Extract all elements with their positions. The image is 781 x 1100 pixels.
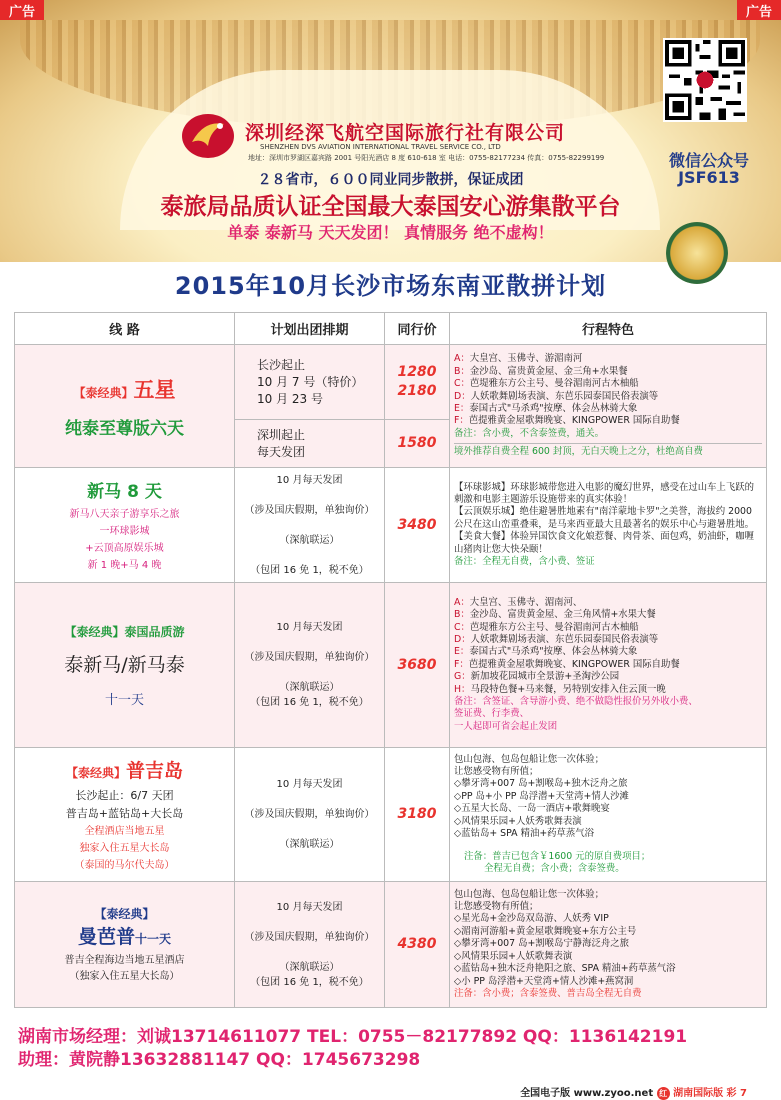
feature-note: 备注：含签证、含导游小费、绝不做隐性报价另外收小费、	[454, 696, 698, 708]
route-subtitle: 纯泰至尊版六天	[65, 418, 184, 439]
feature-item: D：人妖歌舞剧场表演、东芭乐园泰国民俗表演等	[454, 633, 659, 645]
route-line: （独家入住五星大长岛）	[69, 970, 180, 982]
slogan-line-1: ２８省市，６００同业同步散拼，保证成团	[257, 172, 524, 188]
header-schedule: 计划出团排期	[235, 313, 385, 345]
feature-item: G：新加坡花园城市全景游+圣淘沙公园	[454, 671, 620, 683]
schedule-line: （涉及国庆假期，单独询价）	[244, 931, 375, 943]
price-cell: 1580	[385, 420, 450, 468]
schedule-line: 长沙起止	[257, 357, 306, 372]
feature-note: 一人起即可省会起止发团	[454, 720, 558, 732]
feature-letter: F：	[454, 658, 469, 670]
slogan-line-2: 泰旅局品质认证全国最大泰国安心游集散平台	[160, 193, 621, 220]
feature-item: E：泰国古式"马杀鸡"按摩、体会丛林骑大象	[454, 646, 638, 658]
feature-note: 备注：含小费，不含泰签费，通关。	[454, 427, 605, 439]
route-line: 普吉全程海边当地五星酒店	[64, 954, 185, 966]
route-line: 全程酒店当地五星	[84, 825, 165, 837]
table-row	[15, 882, 767, 1008]
schedule-cell	[235, 583, 385, 748]
price-cell: 4380	[385, 882, 450, 1008]
feature-letter: D：	[454, 390, 471, 402]
feature-note: 境外推荐自费全程 600 封顶，无白天晚上之分，杜绝高自费	[454, 443, 762, 458]
feature-item: ◇攀牙湾+007 岛+割喉岛宁静海泛舟之旅	[454, 938, 630, 950]
feature-item: B：金沙岛、富贵黄金屋、金三角+水果餐	[454, 365, 628, 377]
route-title: 五星	[133, 377, 176, 402]
feature-item: ◇五星大长岛、一岛一酒店+歌舞晚宴	[454, 803, 610, 815]
schedule-line: 10 月每天发团	[276, 901, 343, 913]
schedule-line: （深航联运）	[279, 682, 340, 693]
route-title: 泰新马/新马泰	[64, 653, 185, 676]
route-line: +云顶高原娱乐城	[85, 542, 164, 554]
feature-item: ◇风情果乐园+人妖歌舞表演	[454, 950, 573, 962]
feature-item: A：大皇宫、玉佛寺、游湄南河	[454, 353, 583, 365]
route-line: 新 1 晚+马 4 晚	[87, 559, 162, 571]
feature-letter: A：	[454, 596, 470, 608]
feature-item: ◇星光岛+金沙岛双岛游、人妖秀 VIP	[454, 913, 609, 925]
features-cell	[450, 468, 767, 583]
route-subtitle: 十一天	[104, 692, 144, 708]
feature-item: F：芭提雅黄金屋歌舞晚宴、KINGPOWER 国际自助餐	[454, 415, 680, 427]
route-tag: 【泰经典】	[73, 385, 134, 400]
schedule-line: （涉及国庆假期，单独询价）	[244, 652, 375, 663]
feature-list	[454, 889, 762, 988]
feature-letter: E：	[454, 403, 470, 414]
price-value: 2180	[397, 383, 437, 399]
feature-letter: A：	[454, 353, 470, 365]
company-address: 地址：深圳市罗湖区嘉宾路 2001 号阳光酒店 8 度 610-618 室 电话：0755-82177234 传真：0755-82299199	[248, 154, 605, 162]
route-tag: 【泰经典】泰国品质游	[64, 624, 185, 639]
feature-list	[454, 353, 762, 427]
feature-item: E：泰国古式"马杀鸡"按摩、体会丛林骑大象	[454, 403, 638, 414]
route-title: 普吉岛	[126, 759, 184, 782]
header-price: 同行价	[385, 313, 450, 345]
feature-item: D：人妖歌舞剧场表演、东芭乐园泰国民俗表演等	[454, 390, 659, 402]
feature-letter: H：	[454, 683, 471, 695]
route-cell	[15, 748, 235, 882]
feature-item: 【环球影城】环球影城带您进入电影的魔幻世界，感受在过山车上飞跃的刺激和电影主题游乐设施带来的真实体验！	[454, 481, 755, 505]
qr-code[interactable]	[663, 38, 747, 122]
route-title: 新马 8 天	[87, 481, 162, 502]
schedule-line: （深航联运）	[279, 961, 340, 973]
company-logo	[180, 112, 236, 160]
feature-list	[454, 482, 762, 556]
features-cell	[450, 345, 767, 468]
route-line: （泰国的马尔代夫岛）	[74, 859, 175, 871]
schedule-line: 10 月每天发团	[276, 474, 343, 486]
feature-item: A：大皇宫、玉佛寺、湄南河、	[454, 596, 583, 608]
feature-item: ◇蓝钻岛+ SPA 精油+药草蒸气浴	[454, 828, 595, 840]
schedule-line: （包团 16 免 1，税不免）	[250, 564, 369, 576]
feature-item: C：芭堤雅东方公主号、曼谷湄南河古木柚船	[454, 621, 639, 633]
route-title: 曼芭普	[77, 925, 135, 948]
schedule-line: （深航联运）	[279, 839, 340, 850]
feature-item: 【美食大餐】体验异国饮食文化娘惹餐、肉骨茶、面包鸡，奶油虾，咖喱山猪肉让您大快朵颐！	[454, 531, 755, 555]
features-cell	[450, 882, 767, 1008]
feature-item: ◇PP 岛+小 PP 岛浮潜+天堂湾+情人沙滩	[454, 790, 629, 802]
feature-item: 让您感受物有所值；	[454, 901, 539, 913]
schedule-line: 10 月每天发团	[276, 622, 343, 633]
price-cell	[385, 345, 450, 420]
schedule-line: （包团 16 免 1，税不免）	[250, 976, 369, 988]
feature-letter: C：	[454, 621, 470, 633]
feature-item: 让您感受物有所值；	[454, 766, 539, 778]
schedule-cell	[235, 748, 385, 882]
table-row	[15, 468, 767, 583]
table-row	[15, 748, 767, 882]
feature-item: F：芭提雅黄金屋歌舞晚宴、KINGPOWER 国际自助餐	[454, 658, 680, 670]
feature-item: 包山包海、包岛包船让您一次体验；	[454, 888, 605, 900]
feature-note: 注备：含小费；含泰签费、普吉岛全程无自费	[454, 987, 642, 999]
route-tag: 【泰经典】	[65, 765, 126, 780]
feature-letter: G：	[454, 671, 471, 683]
schedule-line: 深圳起止	[257, 427, 306, 442]
feature-note: 签证费、行李费、	[454, 708, 530, 720]
ad-label-left: 广告	[0, 0, 44, 20]
company-name: 深圳经深飞航空国际旅行社有限公司	[245, 122, 566, 144]
schedule-line: （包团 16 免 1，税不免）	[250, 697, 369, 708]
feature-item: 【云顶娱乐城】绝佳避暑胜地素有"南洋蒙地卡罗"之美誉，海拔约 2000 公尺在这山峦重叠乘，是马来西亚最大且最著名的娱乐中心与避暑胜地。	[454, 506, 755, 530]
footer-edition: 湖南国际版 彩 7	[673, 1088, 747, 1099]
features-cell	[450, 583, 767, 748]
price-value: 1280	[397, 364, 437, 380]
feature-item: ◇湄南河游船+黄金屋歌舞晚宴+东方公主号	[454, 925, 637, 937]
table-row	[15, 583, 767, 748]
route-line: 独家入住五星大长岛	[79, 842, 170, 854]
feature-letter: F：	[454, 415, 469, 427]
feature-item: ◇蓝钻岛+独木泛舟艳阳之旅、SPA 精油+药草蒸气浴	[454, 963, 676, 975]
feature-list	[454, 597, 762, 696]
feature-letter: C：	[454, 378, 470, 390]
feature-letter: B：	[454, 365, 470, 377]
schedule-line: 10 月每天发团	[276, 779, 343, 790]
schedule-cell	[235, 882, 385, 1008]
feature-item: ◇风情果乐园+人妖秀歌舞表演	[454, 815, 582, 827]
header-route: 线 路	[15, 313, 235, 345]
features-cell	[450, 748, 767, 882]
contact-manager: 湖南市场经理：刘诚13714611077 TEL：0755－82177892 QQ：1136142191	[18, 1027, 688, 1047]
feature-note: 全程无自费；含小费；含泰签费。	[484, 862, 625, 874]
price-cell: 3480	[385, 468, 450, 583]
footer-badge: 红	[657, 1087, 670, 1100]
page-title: 2015年10月长沙市场东南亚散拼计划	[174, 272, 607, 300]
table-header-row	[15, 313, 767, 345]
route-cell	[15, 468, 235, 583]
schedule-cell	[235, 420, 385, 468]
schedule-line: 10 月 7 号（特价）	[257, 374, 364, 389]
table-row	[15, 345, 767, 420]
route-cell	[15, 583, 235, 748]
route-line: 新马八天亲子游享乐之旅	[69, 508, 180, 520]
schedule-cell	[235, 468, 385, 583]
ad-label-right: 广告	[737, 0, 781, 20]
itinerary-table	[14, 312, 767, 1008]
wechat-id: JSF613	[678, 168, 740, 187]
feature-list	[454, 754, 762, 841]
slogan-line-3: 单泰 泰新马 天天发团！ 真情服务 绝不虚构！	[227, 223, 554, 242]
wechat-label: 微信公众号	[668, 151, 749, 170]
header-features: 行程特色	[450, 313, 767, 345]
route-cell	[15, 345, 235, 468]
price-cell: 3180	[385, 748, 450, 882]
feature-item: ◇小 PP 岛浮潜+天堂湾+情人沙滩+燕窝洞	[454, 975, 634, 987]
feature-note: 备注：全程无自费，含小费、签证	[454, 556, 595, 568]
route-line: 一环球影城	[99, 525, 150, 537]
feature-item: ◇攀牙湾+007 岛+割喉岛+独木泛舟之旅	[454, 778, 628, 790]
feature-item: H：马段特色餐+马来餐，另特别安排入住云顶一晚	[454, 683, 666, 695]
feature-letter: B：	[454, 609, 470, 621]
company-name-en: SHENZHEN DVS AVIATION INTERNATIONAL TRAVEL SERVICE CO., LTD	[260, 143, 501, 151]
schedule-line: （涉及国庆假期，单独询价）	[244, 809, 375, 820]
feature-note: 注备：普吉已包含￥1600 元的原自费项目；	[464, 850, 651, 862]
page-footer	[520, 1084, 747, 1100]
schedule-cell	[235, 345, 385, 420]
schedule-line: （深航联运）	[279, 534, 340, 546]
route-line: 长沙起止：6/7 天团	[75, 788, 174, 802]
route-line: 普吉岛+蓝钻岛+大长岛	[65, 806, 184, 820]
feature-letter: D：	[454, 633, 471, 645]
route-tag: 【泰经典】	[94, 906, 155, 921]
schedule-line: 10 月 23 号	[257, 391, 323, 406]
schedule-line: 每天发团	[257, 444, 306, 459]
route-cell	[15, 882, 235, 1008]
contact-assistant: 助理：黄院静13632881147 QQ：1745673298	[18, 1050, 421, 1070]
footer-site: 全国电子版 www.zyoo.net	[520, 1088, 654, 1099]
feature-letter: E：	[454, 646, 470, 658]
schedule-line: （涉及国庆假期，单独询价）	[244, 504, 375, 516]
feature-item: B：金沙岛、富贵黄金屋、金三角风情+水果大餐	[454, 609, 656, 621]
price-cell: 3680	[385, 583, 450, 748]
feature-item: 包山包海、包岛包船让您一次体验；	[454, 753, 605, 765]
feature-item: C：芭堤雅东方公主号、曼谷湄南河古木柚船	[454, 378, 639, 390]
route-subtitle: 十一天	[135, 931, 172, 946]
